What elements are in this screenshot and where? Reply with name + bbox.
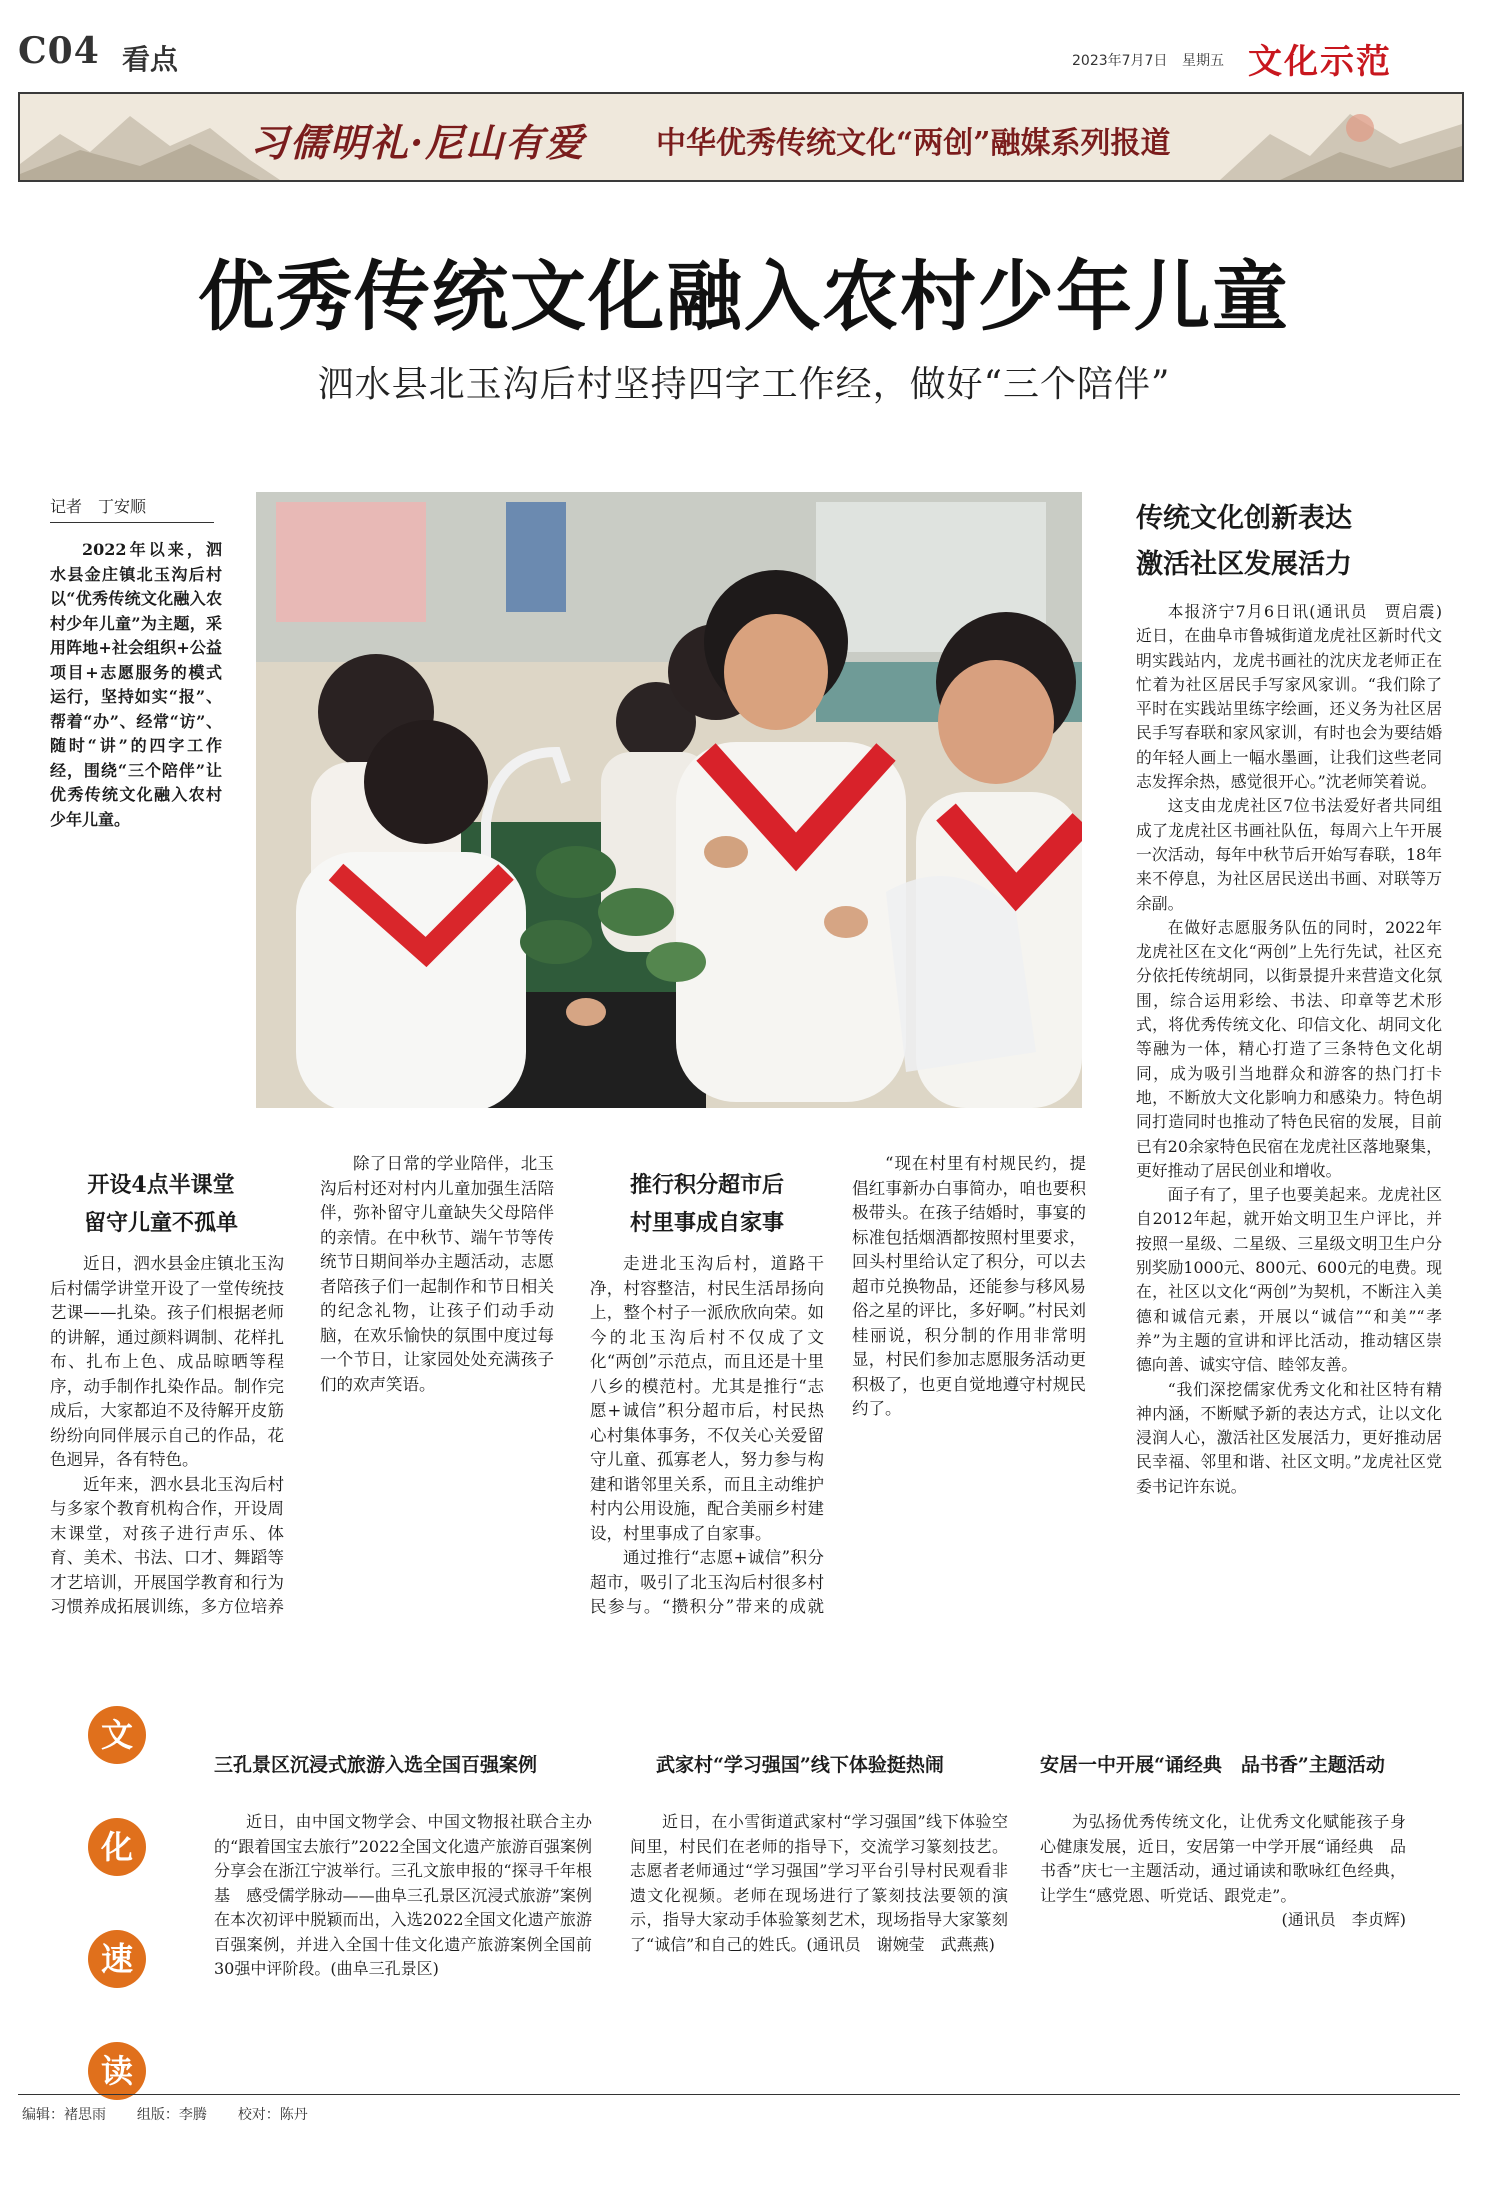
headline-subtitle: 泗水县北玉沟后村坚持四字工作经，做好“三个陪伴” — [317, 364, 1171, 405]
page-code: C04 — [18, 30, 100, 72]
footer-credits — [22, 2104, 308, 2124]
brief-item-1-title: 三孔景区沉浸式旅游入选全国百强案例 — [214, 1754, 538, 1776]
main-photo — [256, 492, 1082, 1108]
brief-item-3-title: 安居一中开展“诵经典 品书香”主题活动 — [1040, 1754, 1385, 1776]
headline-title: 优秀传统文化融入农村少年儿童 — [198, 252, 1290, 341]
label-char-circle: 读 — [88, 2042, 146, 2100]
children-making-zongzi-photo — [256, 492, 1082, 1108]
main-col-1: 近日，泗水县金庄镇北玉沟后村儒学讲堂开设了一堂传统技艺课——扎染。孩子们根据老师的讲解，通过颜料调制、花样扎布、扎布上色、成品晾晒等程序，动手制作扎染作品。制作完成后，大家都迫不及待解开皮筋纷纷向同伴展示自己的作品，花色迥异，各有特色。 近年来，泗水县北玉沟后村与多家个教育机构合作，开设周末课堂，对孩子进行声乐、体育、美术、书法、口才、舞蹈等才艺培训，开展国学教育和行为习惯养成拓展训练，多方位培养 — [50, 1254, 284, 1616]
banner-series-title: 中华优秀传统文化“两创”融媒系列报道 — [656, 126, 1171, 161]
main-col-2: 除了日常的学业陪伴，北玉沟后村还对村内儿童加强生活陪伴，弥补留守儿童缺失父母陪伴的亲情。在中秋节、端午节等传统节日期间举办主题活动，志愿者陪孩子们一起制作和节日相关的纪念礼物，让孩子们动手动脑，在欢乐愉快的氛围中度过每一个节日，让家园处处充满孩子们的欢声笑语。 — [320, 1154, 554, 1394]
section-name: 看点 — [122, 43, 179, 76]
proof-credit: 校对：陈丹 — [237, 2107, 308, 2123]
label-char-circle: 化 — [88, 1818, 146, 1876]
side-article-title: 传统文化创新表达 激活社区发展活力 — [1136, 503, 1352, 580]
brief-item-3-body: 为弘扬优秀传统文化，让优秀文化赋能孩子身心健康发展，近日，安居第一中学开展“诵经典 品书香”庆七一主题活动，通过诵读和歌咏红色经典，让学生“感党恩、听党话、跟党走”。 (通讯员 李贞辉) — [1040, 1812, 1406, 1929]
paper-name: 文化示范 — [1248, 42, 1392, 82]
issue-weekday: 星期五 — [1182, 53, 1224, 69]
side-article-body: 本报济宁7月6日讯(通讯员 贾启震) 近日，在曲阜市鲁城街道龙虎社区新时代文明实践站内，龙虎书画社的沈庆龙老师正在忙着为社区居民手写家风家训。“我们除了平时在实践站里练字绘画，还义务为社区居民手写春联和家风家训，有时也会为要结婚的年轻人画上一幅水墨画，让我们这些老同志发挥余热，感觉很开心。”沈老师笑着说。 这支由龙虎社区7位书法爱好者共同组成了龙虎社区书画社队伍，每周六上午开展一次活动，每年中秋节后开始写春联，18年来不停息，为社区居民送出书画、对联等万余副。 在做好志愿服务队伍的同时，2022年龙虎社区在文化“两创”上先行先试，社区充分依托传统胡同，以街景提升来营造文化氛围，综合运用彩绘、书法、印章等艺术形式，将优秀传统文化、印信文化、胡同文化等融为一体，精心打造了三条特色文化胡同，成为吸引当地群众和游客的热门打卡地，不断放大文化影响力和感染力。特色胡同打造同时也推动了特色民宿的发展，目前已有20余家特色民宿在龙虎社区落地聚集，更好推动了居民创业和增收。 面子有了，里子也要美起来。龙虎社区自2012年起，就开始文明卫生户评比，并按照一星级、二星级、三星级文明卫生户分别奖励1000元、800元、600元的电费。现在，社区以文化“两创”为契机，不断注入美德和诚信元素，开展以“诚信”“和美”“孝养”为主题的宣讲和评比活动，推动辖区崇德向善、诚实守信、睦邻友善。 “我们深挖儒家优秀文化和社区特有精神内涵，不断赋予新的表达方式，让以文化浸润人心，激活社区发展活力，更好推动居民幸福、邻里和谐、社区文明。”龙虎社区党委书记许东说。 — [1136, 602, 1442, 1496]
banner-calligraphy: 习儒明礼·尼山有爱 — [250, 120, 586, 165]
layout-credit: 组版：李腾 — [136, 2107, 207, 2123]
byline-rule — [50, 522, 214, 523]
section2-title: 推行积分超市后 村里事成自家事 — [629, 1172, 784, 1236]
masthead — [0, 0, 1488, 90]
section1-title: 开设4点半课堂 留守儿童不孤单 — [83, 1172, 238, 1236]
main-col-3: 走进北玉沟后村，道路干净，村容整洁，村民生活昂扬向上，整个村子一派欣欣向荣。如今的北玉沟后村不仅成了文化“两创”示范点，而且还是十里八乡的模范村。尤其是推行“志愿+诚信”积分超市后，村民热心村集体事务，不仅关心关爱留守儿童、孤寡老人，努力参与构建和谐邻里关系，而且主动维护村内公用设施，配合美丽乡村建设，村里事成了自家事。 通过推行“志愿+诚信”积分超市，吸引了北玉沟后村很多村民参与。“攒积分”带来的成就 — [590, 1254, 824, 1616]
byline: 记者 丁安顺 — [50, 497, 147, 516]
issue-date: 2023年7月7日 — [1072, 53, 1168, 69]
brief-item-2-title: 武家村“学习强国”线下体验挺热闹 — [656, 1754, 944, 1776]
brief-item-1-body: 近日，由中国文物学会、中国文物报社联合主办的“跟着国宝去旅行”2022全国文化遗产旅游百强案例分享会在浙江宁波举行。三孔文旅申报的“探寻千年根基 感受儒学脉动——曲阜三孔景区沉浸式旅游”案例在本次初评中脱颖而出，入选2022全国文化遗产旅游百强案例，并进入全国十佳文化遗产旅游案例全国前30强中评阶段。(曲阜三孔景区) — [214, 1812, 592, 1978]
label-char-circle: 速 — [88, 1930, 146, 1988]
series-banner — [18, 92, 1464, 182]
label-char-circle: 文 — [88, 1706, 146, 1764]
editor-credit: 编辑：褚思雨 — [22, 2107, 106, 2123]
footer-rule — [18, 2094, 1460, 2095]
main-col-4: “现在村里有村规民约，提倡红事新办白事简办，咱也要积极带头。在孩子结婚时，事宴的标准包括烟酒都按照村里要求，回头村里给认定了积分，可以去超市兑换物品，还能参与移风易俗之星的评比，多好啊。”村民刘桂丽说，积分制的作用非常明显，村民们参加志愿服务活动更积极了，也更自觉地遵守村规民约了。 — [852, 1154, 1086, 1418]
lead-paragraph: 2022年以来，泗水县金庄镇北玉沟后村以“优秀传统文化融入农村少年儿童”为主题，采用阵地+社会组织+公益项目+志愿服务的模式运行，坚持如实“报”、帮着“办”、经常“访”、随时“讲”的四字工作经，围绕“三个陪伴”让优秀传统文化融入农村少年儿童。 — [50, 540, 222, 829]
brief-item-2-body: 近日，在小雪街道武家村“学习强国”线下体验空间里，村民们在老师的指导下，交流学习篆刻技艺。志愿者老师通过“学习强国”学习平台引导村民观看非遗文化视频。老师在现场进行了篆刻技法要领的演示，指导大家动手体验篆刻艺术，现场指导大家篆刻了“诚信”和自己的姓氏。(通讯员 谢婉莹 武燕燕) — [630, 1812, 1008, 1954]
